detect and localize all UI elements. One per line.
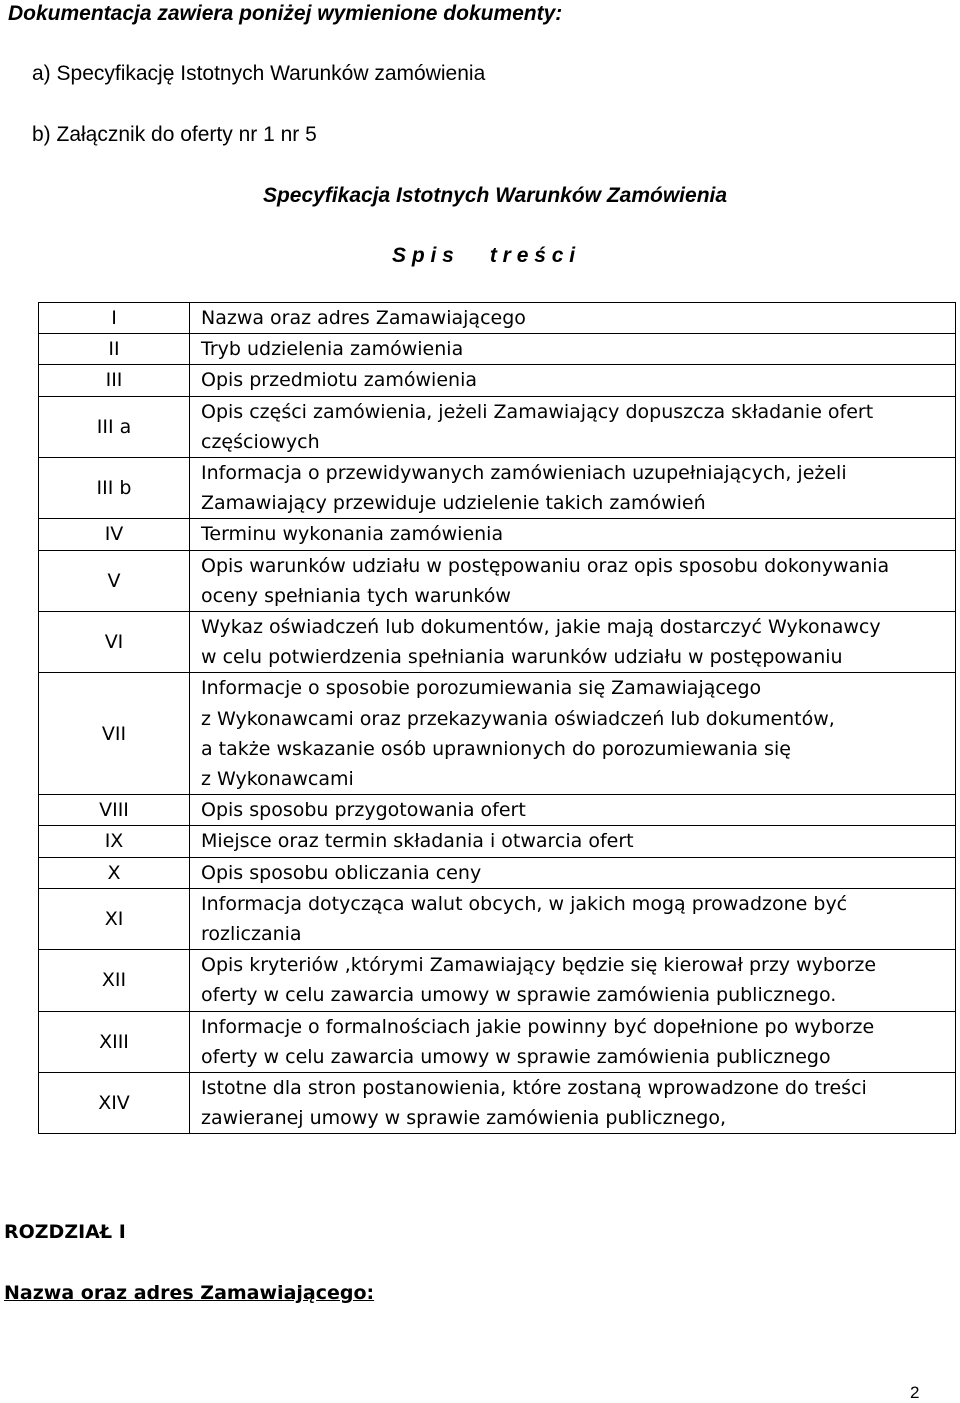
toc-row-number: XIV	[39, 1073, 190, 1134]
toc-row	[39, 519, 956, 550]
toc-row-number: III	[39, 365, 190, 396]
toc-row-line: Informacje o formalnościach jakie powinny być dopełnione po wyborze	[201, 1015, 875, 1038]
toc-row-number: II	[39, 334, 190, 365]
toc-row	[39, 550, 956, 611]
toc-row-number: VIII	[39, 795, 190, 826]
toc-row-number: III b	[39, 458, 190, 519]
toc-row	[39, 612, 956, 673]
toc-row-description	[190, 950, 956, 1011]
toc-row-description	[190, 888, 956, 949]
toc-row-number: X	[39, 857, 190, 888]
toc-row-line: Miejsce oraz termin składania i otwarcia ofert	[201, 830, 634, 853]
toc-row	[39, 365, 956, 396]
toc-row-line: w celu potwierdzenia spełniania warunków udziału w postępowaniu	[201, 646, 843, 669]
toc-row	[39, 950, 956, 1011]
toc-row-line: Tryb udzielenia zamówienia	[201, 338, 464, 361]
toc-row-number: XI	[39, 888, 190, 949]
documentation-heading: Dokumentacja zawiera poniżej wymienione dokumenty:	[8, 2, 563, 25]
toc-row-number: V	[39, 550, 190, 611]
toc-row-number: XIII	[39, 1011, 190, 1072]
toc-row-line: Opis kryteriów ,którymi Zamawiający będzie się kierował przy wyborze	[201, 954, 877, 977]
toc-row	[39, 1073, 956, 1134]
toc-row-description	[190, 857, 956, 888]
toc-row-line: zawieranej umowy w sprawie zamówienia publicznego,	[201, 1107, 727, 1130]
toc-row	[39, 303, 956, 334]
toc-row-number: I	[39, 303, 190, 334]
toc-row-line: Terminu wykonania zamówienia	[201, 523, 504, 546]
toc-row-line: z Wykonawcami oraz przekazywania oświadczeń lub dokumentów,	[201, 707, 835, 730]
toc-row-description	[190, 396, 956, 457]
toc-row-description	[190, 334, 956, 365]
toc-row-line: częściowych	[201, 430, 320, 453]
toc-row-line: Opis części zamówienia, jeżeli Zamawiający dopuszcza składanie ofert	[201, 400, 874, 423]
toc-row	[39, 857, 956, 888]
section-heading: Nazwa oraz adres Zamawiającego:	[4, 1282, 375, 1304]
toc-row-line: Wykaz oświadczeń lub dokumentów, jakie mają dostarczyć Wykonawcy	[201, 616, 881, 639]
toc-row-line: oferty w celu zawarcia umowy w sprawie zamówienia publicznego	[201, 1045, 831, 1068]
toc-row-line: Zamawiający przewiduje udzielenie takich zamówień	[201, 492, 706, 515]
toc-row-number: IV	[39, 519, 190, 550]
toc-row-description	[190, 1073, 956, 1134]
toc-row-line: Opis sposobu obliczania ceny	[201, 861, 482, 884]
toc-row-description	[190, 826, 956, 857]
toc-row-description	[190, 1011, 956, 1072]
toc-row	[39, 888, 956, 949]
toc-row-line: Nazwa oraz adres Zamawiającego	[201, 307, 526, 329]
toc-row-line: Istotne dla stron postanowienia, które zostaną wprowadzone do treści	[201, 1077, 867, 1100]
toc-title-part1: S p i s	[392, 244, 454, 267]
toc-row-number: XII	[39, 950, 190, 1011]
toc-row-line: z Wykonawcami	[201, 768, 354, 791]
page-number: 2	[910, 1383, 920, 1402]
toc-row-description	[190, 612, 956, 673]
toc-row-number: III a	[39, 396, 190, 457]
toc-row-line: oceny spełniania tych warunków	[201, 584, 511, 607]
document-item-a: a) Specyfikację Istotnych Warunków zamówienia	[32, 62, 486, 85]
toc-row-description	[190, 673, 956, 795]
toc-row-line: Informacja dotycząca walut obcych, w jakich mogą prowadzone być	[201, 892, 848, 915]
toc-row	[39, 673, 956, 795]
toc-row-line: oferty w celu zawarcia umowy w sprawie zamówienia publicznego.	[201, 984, 837, 1007]
toc-row-line: rozliczania	[201, 923, 302, 946]
toc-row-number: IX	[39, 826, 190, 857]
toc-row	[39, 458, 956, 519]
toc-row-description	[190, 795, 956, 826]
toc-row	[39, 396, 956, 457]
toc-row-description	[190, 519, 956, 550]
toc-row	[39, 1011, 956, 1072]
toc-row	[39, 334, 956, 365]
toc-row-line: Opis przedmiotu zamówienia	[201, 369, 477, 392]
toc-table	[38, 302, 956, 1134]
toc-title-part2: t r e ś c i	[489, 244, 576, 267]
toc-row-line: Opis warunków udziału w postępowaniu oraz opis sposobu dokonywania	[201, 554, 890, 577]
toc-row-description	[190, 365, 956, 396]
toc-row-description	[190, 458, 956, 519]
toc-row-line: Informacje o sposobie porozumiewania się Zamawiającego	[201, 677, 762, 700]
toc-row	[39, 826, 956, 857]
toc-row-number: VII	[39, 673, 190, 795]
toc-row-description	[190, 550, 956, 611]
toc-row-description	[190, 303, 956, 334]
toc-row-number: VI	[39, 612, 190, 673]
specification-title: Specyfikacja Istotnych Warunków Zamówienia	[262, 184, 728, 207]
document-item-b: b) Załącznik do oferty nr 1 nr 5	[32, 123, 317, 146]
toc-row-line: a także wskazanie osób uprawnionych do porozumiewania się	[201, 737, 791, 760]
toc-row-line: Opis sposobu przygotowania ofert	[201, 799, 526, 822]
toc-row-line: Informacja o przewidywanych zamówieniach uzupełniających, jeżeli	[201, 462, 847, 485]
chapter-heading: ROZDZIAŁ I	[4, 1221, 126, 1243]
toc-title	[392, 242, 575, 270]
toc-row	[39, 795, 956, 826]
